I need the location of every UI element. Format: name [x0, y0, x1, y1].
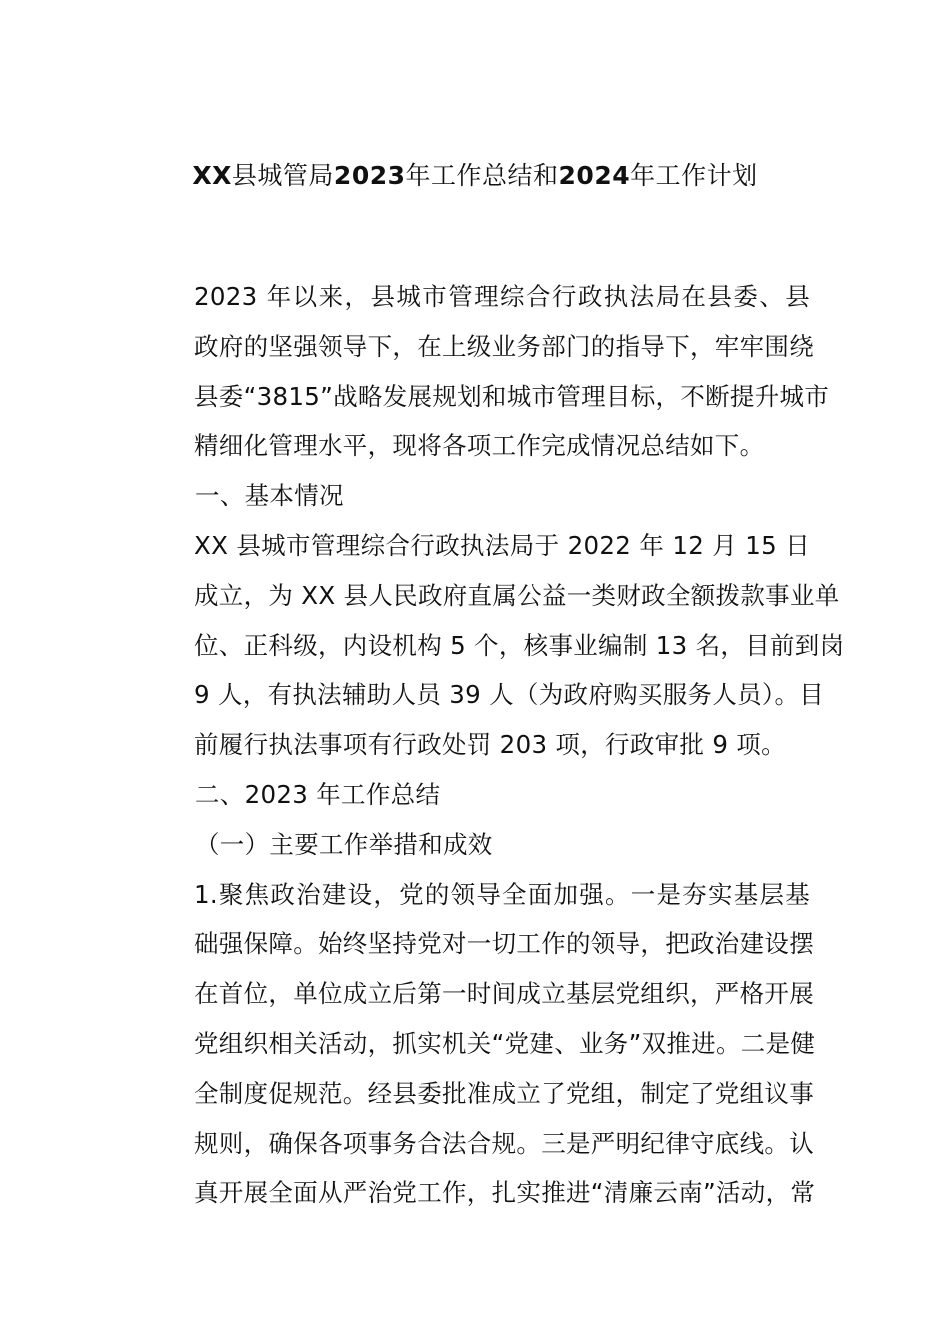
title-part: 年工作总结和 [405, 161, 559, 190]
title-part: 2024 [558, 161, 631, 190]
text-line: 县委“3815”战略发展规划和城市管理目标，不断提升城市 [194, 381, 830, 411]
intro-paragraph [145, 272, 830, 471]
title-part: 2023 [333, 161, 406, 190]
title-part: 县城管局 [231, 161, 334, 190]
title-part: XX [192, 161, 232, 190]
text-line: 9 人，有执法辅助人员 39 人（为政府购买服务人员）。目 [194, 680, 825, 710]
text-line: 党组织相关活动，抓实机关“党建、业务”双推进。二是健 [194, 1028, 816, 1058]
text-line: 精细化管理水平，现将各项工作完成情况总结如下。 [194, 431, 765, 461]
text-line: 前履行执法事项有行政处罚 203 项，行政审批 9 项。 [194, 730, 786, 760]
subsection-heading-measures: （一）主要工作举措和成效 [195, 829, 493, 859]
section-heading-summary: 二、2023 年工作总结 [195, 779, 441, 809]
text-line: 位、正科级，内设机构 5 个，核事业编制 13 名，目前到岗 [194, 630, 845, 660]
item1-paragraph [145, 870, 816, 1219]
basic-info-paragraph [145, 521, 845, 770]
title-part: 年工作计划 [630, 161, 758, 190]
text-line: 全制度促规范。经县委批准成立了党组，制定了党组议事 [194, 1078, 814, 1108]
text-line: 2023 年以来，县城市管理综合行政执法局在县委、县 [194, 282, 810, 311]
section-heading-basic: 一、基本情况 [195, 481, 344, 511]
text-line: 真开展全面从严治党工作，扎实推进“清廉云南”活动，常 [194, 1178, 816, 1208]
text-line: XX 县城市管理综合行政执法局于 2022 年 12 月 15 日 [194, 530, 810, 560]
text-line: 础强保障。始终坚持党对一切工作的领导，把政治建设摆 [194, 929, 814, 959]
document-title [0, 156, 950, 196]
text-line: 成立，为 XX 县人民政府直属公益一类财政全额拨款事业单 [194, 580, 840, 610]
text-line: 规则，确保各项事务合法合规。三是严明纪律守底线。认 [194, 1128, 814, 1158]
text-line: 1.聚焦政治建设，党的领导全面加强。一是夯实基层基 [194, 879, 810, 909]
text-line: 政府的坚强领导下，在上级业务部门的指导下，牢牢围绕 [194, 331, 814, 361]
document-body [145, 272, 845, 1218]
text-line: 在首位，单位成立后第一时间成立基层党组织，严格开展 [194, 979, 814, 1009]
